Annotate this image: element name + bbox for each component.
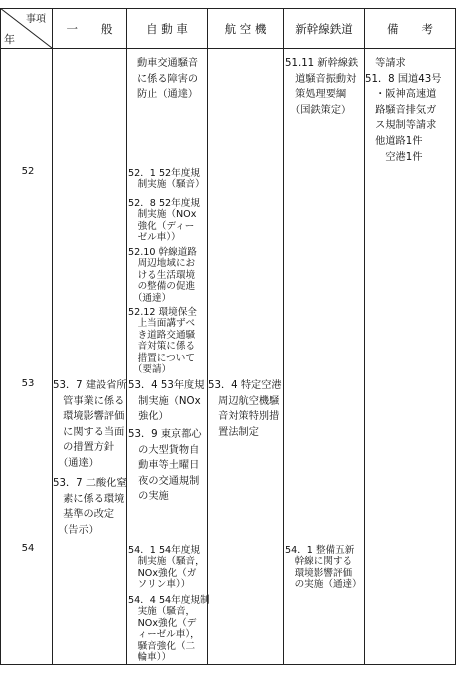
header-top-border bbox=[0, 8, 456, 9]
col-border-air bbox=[207, 8, 208, 664]
col-border-auto bbox=[126, 8, 127, 664]
shinkansen-entry-54-1: 54．1 整備五新 幹線に関する 環境影響評価 の実施（通達） bbox=[285, 545, 362, 591]
auto-entry-53-4: 53．4 53年度規 制実施（NOx 強化） bbox=[128, 380, 205, 423]
header-auto: 自 動 車 bbox=[146, 21, 188, 36]
shinkansen-entry-51-11: 51.11 新幹線鉄 道騒音振動対 策処理要綱 （国鉄策定） bbox=[285, 58, 359, 116]
year-52: 52 bbox=[21, 166, 35, 177]
auto-entry-52-8: 52．8 52年度規 制実施（NOx 強化（ディー ゼル車）） bbox=[128, 198, 200, 244]
auto-entry-53-9: 53．9 東京都心 の大型貨物自 動車等土曜日 夜の交通規制 の実施 bbox=[128, 429, 202, 503]
auto-entry-cont: 動車交通騒音 に係る障害の 防止（通達） bbox=[137, 58, 199, 101]
header-corner-item: 事項 bbox=[26, 14, 46, 25]
header-general: 一 般 bbox=[66, 21, 113, 36]
header-air: 航 空 機 bbox=[224, 21, 267, 36]
auto-entry-52-12: 52.12 環境保全 上当面講ずべ き道路交通騒 音対策に係る 措置について （要請） bbox=[128, 307, 197, 376]
remarks-entry: 等請求 51．8 国道43号 ・阪神高速道 路騒音排気ガ ス規制等請求 他道路1件 空港1件 bbox=[365, 58, 442, 163]
auto-entry-52-1: 52．1 52年度規 制実施（騒音） bbox=[128, 168, 205, 191]
col-border-general bbox=[52, 8, 53, 664]
general-entry-53-7b: 53．7 二酸化窒 素に係る環境 基準の改定 （告示） bbox=[53, 478, 127, 536]
auto-entry-52-10: 52.10 幹線道路 周辺地域にお ける生活環境 の整備の促進 （通達） bbox=[128, 247, 197, 304]
col-border-shinkansen bbox=[283, 8, 284, 664]
auto-entry-54-1: 54．1 54年度規 制実施（騒音， NOx強化（ガ ソリン車）） bbox=[128, 545, 205, 591]
air-entry-53-4: 53．4 特定空港 周辺航空機騒 音対策特別措 置法制定 bbox=[208, 380, 282, 438]
general-entry-53-7a: 53．7 建設省所 管事業に係る 環境影響評価 に関する当面 の措置方針 （通達） bbox=[53, 380, 127, 469]
col-border-right bbox=[455, 8, 456, 664]
header-bottom-border bbox=[0, 48, 456, 49]
table-bottom-border bbox=[0, 664, 456, 665]
year-53: 53 bbox=[21, 378, 35, 389]
header-remarks: 備 考 bbox=[387, 21, 433, 36]
auto-entry-54-4: 54．4 54年度規制 実施（騒音， NOx強化（デ ィーゼル車）， 騒音強化（二 輪車）） bbox=[128, 595, 210, 664]
year-54: 54 bbox=[21, 543, 35, 554]
header-shinkansen: 新幹線鉄道 bbox=[295, 21, 353, 36]
header-corner-year: 年 bbox=[4, 33, 15, 46]
col-border-left bbox=[0, 8, 1, 664]
